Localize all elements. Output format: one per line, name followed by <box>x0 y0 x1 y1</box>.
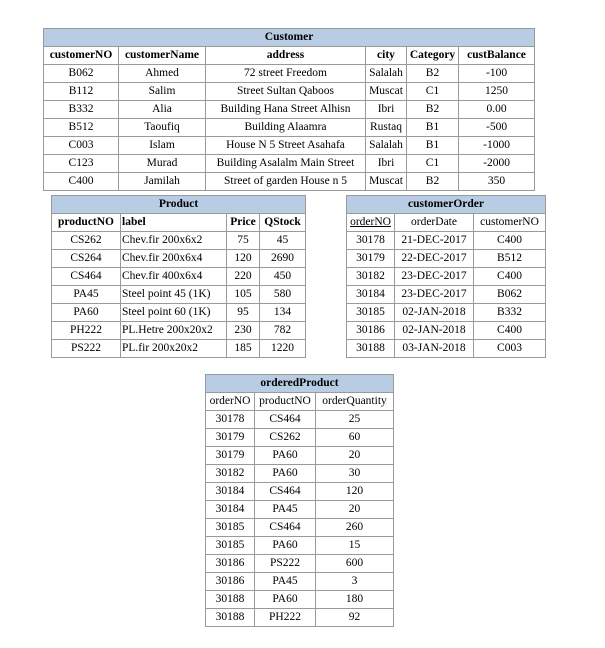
customer-order-table <box>346 195 546 358</box>
table-cell: 30178 <box>347 232 395 250</box>
table-cell: B512 <box>474 250 546 268</box>
table-cell: 21-DEC-2017 <box>395 232 474 250</box>
table-cell: PA45 <box>255 573 316 591</box>
column-header: orderNO <box>206 393 255 411</box>
table-cell: 72 street Freedom <box>206 65 366 83</box>
table-cell: 30185 <box>206 537 255 555</box>
table-cell: 120 <box>316 483 394 501</box>
table-cell: 30185 <box>347 304 395 322</box>
table-cell: 782 <box>260 322 306 340</box>
table-cell: 30188 <box>206 591 255 609</box>
table-cell: Salalah <box>366 65 407 83</box>
table-cell: Taoufiq <box>119 119 206 137</box>
table-cell: CS264 <box>52 250 121 268</box>
table-row <box>52 304 306 322</box>
table-row <box>206 411 394 429</box>
table-cell: Street Sultan Qaboos <box>206 83 366 101</box>
table-cell: PS222 <box>255 555 316 573</box>
ordered-product-rows <box>206 411 394 627</box>
table-cell: 580 <box>260 286 306 304</box>
table-cell: Steel point 60 (1K) <box>121 304 227 322</box>
customer-table-title: Customer <box>44 29 535 47</box>
table-cell: 75 <box>227 232 260 250</box>
table-cell: 30179 <box>206 429 255 447</box>
table-cell: PA60 <box>52 304 121 322</box>
table-cell: 30178 <box>206 411 255 429</box>
table-cell: 600 <box>316 555 394 573</box>
column-header: city <box>366 47 407 65</box>
table-cell: CS262 <box>52 232 121 250</box>
table-cell: PA45 <box>52 286 121 304</box>
table-cell: Ahmed <box>119 65 206 83</box>
table-cell: 20 <box>316 501 394 519</box>
table-row <box>44 173 535 191</box>
table-cell: 95 <box>227 304 260 322</box>
table-cell: C1 <box>407 155 459 173</box>
customer-order-table-title: customerOrder <box>347 196 546 214</box>
table-cell: 30179 <box>206 447 255 465</box>
table-cell: 30188 <box>206 609 255 627</box>
table-cell: CS464 <box>255 483 316 501</box>
table-cell: B1 <box>407 119 459 137</box>
table-cell: B332 <box>474 304 546 322</box>
table-cell: Street of garden House n 5 <box>206 173 366 191</box>
table-cell: Salim <box>119 83 206 101</box>
column-header: label <box>121 214 227 232</box>
table-cell: Building Asalalm Main Street <box>206 155 366 173</box>
table-cell: B2 <box>407 173 459 191</box>
table-row <box>206 465 394 483</box>
table-cell: 03-JAN-2018 <box>395 340 474 358</box>
table-cell: B112 <box>44 83 119 101</box>
table-cell: C1 <box>407 83 459 101</box>
column-header: QStock <box>260 214 306 232</box>
table-row <box>44 101 535 119</box>
table-cell: 1250 <box>459 83 535 101</box>
table-cell: 23-DEC-2017 <box>395 268 474 286</box>
table-cell: PL.Hetre 200x20x2 <box>121 322 227 340</box>
table-row <box>206 573 394 591</box>
table-cell: PA60 <box>255 537 316 555</box>
table-cell: 45 <box>260 232 306 250</box>
table-cell: 02-JAN-2018 <box>395 322 474 340</box>
table-cell: 02-JAN-2018 <box>395 304 474 322</box>
column-header: orderDate <box>395 214 474 232</box>
column-header: orderQuantity <box>316 393 394 411</box>
table-cell: CS464 <box>255 519 316 537</box>
table-cell: 134 <box>260 304 306 322</box>
column-header: custBalance <box>459 47 535 65</box>
table-cell: 120 <box>227 250 260 268</box>
table-cell: 185 <box>227 340 260 358</box>
table-cell: Building Alaamra <box>206 119 366 137</box>
customer-order-rows <box>347 232 546 358</box>
table-cell: Jamilah <box>119 173 206 191</box>
table-row <box>206 537 394 555</box>
table-cell: 220 <box>227 268 260 286</box>
table-cell: 30188 <box>347 340 395 358</box>
table-cell: PH222 <box>52 322 121 340</box>
table-cell: 260 <box>316 519 394 537</box>
table-cell: 350 <box>459 173 535 191</box>
table-row <box>347 304 546 322</box>
ordered-product-table <box>205 374 394 627</box>
table-cell: CS464 <box>52 268 121 286</box>
table-cell: 15 <box>316 537 394 555</box>
table-cell: 22-DEC-2017 <box>395 250 474 268</box>
table-cell: 30182 <box>206 465 255 483</box>
table-cell: C003 <box>44 137 119 155</box>
table-cell: 30179 <box>347 250 395 268</box>
ordered-product-table-title: orderedProduct <box>206 375 394 393</box>
table-cell: 30184 <box>206 501 255 519</box>
table-row <box>206 555 394 573</box>
table-cell: 30 <box>316 465 394 483</box>
table-row <box>52 286 306 304</box>
customer-rows <box>44 65 535 191</box>
table-cell: 30182 <box>347 268 395 286</box>
table-cell: Steel point 45 (1K) <box>121 286 227 304</box>
table-cell: 0.00 <box>459 101 535 119</box>
table-row <box>347 286 546 304</box>
table-row <box>52 322 306 340</box>
table-row <box>44 83 535 101</box>
table-cell: Salalah <box>366 137 407 155</box>
column-header: address <box>206 47 366 65</box>
table-row <box>52 268 306 286</box>
column-header: Price <box>227 214 260 232</box>
table-cell: B1 <box>407 137 459 155</box>
column-header: customerNO <box>474 214 546 232</box>
table-cell: Ibri <box>366 101 407 119</box>
table-cell: B2 <box>407 65 459 83</box>
table-cell: Islam <box>119 137 206 155</box>
table-cell: Muscat <box>366 173 407 191</box>
table-row <box>44 65 535 83</box>
table-cell: 3 <box>316 573 394 591</box>
table-row <box>44 155 535 173</box>
table-cell: Chev.fir 400x6x4 <box>121 268 227 286</box>
table-row <box>52 340 306 358</box>
table-cell: PA60 <box>255 591 316 609</box>
product-table <box>51 195 306 358</box>
table-cell: C400 <box>44 173 119 191</box>
table-row <box>44 137 535 155</box>
table-cell: C003 <box>474 340 546 358</box>
product-table-title: Product <box>52 196 306 214</box>
table-cell: -500 <box>459 119 535 137</box>
table-cell: House N 5 Street Asahafa <box>206 137 366 155</box>
table-cell: B062 <box>44 65 119 83</box>
table-cell: 2690 <box>260 250 306 268</box>
table-row <box>206 447 394 465</box>
table-cell: -2000 <box>459 155 535 173</box>
table-cell: 1220 <box>260 340 306 358</box>
column-header: customerName <box>119 47 206 65</box>
table-row <box>44 119 535 137</box>
table-cell: PA60 <box>255 465 316 483</box>
table-cell: Rustaq <box>366 119 407 137</box>
table-cell: C400 <box>474 322 546 340</box>
table-cell: Building Hana Street Alhisn <box>206 101 366 119</box>
table-row <box>347 322 546 340</box>
table-cell: Murad <box>119 155 206 173</box>
table-cell: Ibri <box>366 155 407 173</box>
column-header: orderNO <box>347 214 395 232</box>
table-row <box>347 250 546 268</box>
table-row <box>347 268 546 286</box>
table-cell: PS222 <box>52 340 121 358</box>
table-row <box>206 591 394 609</box>
table-row <box>206 429 394 447</box>
table-cell: Muscat <box>366 83 407 101</box>
table-cell: 30184 <box>206 483 255 501</box>
table-cell: Chev.fir 200x6x4 <box>121 250 227 268</box>
table-row <box>347 232 546 250</box>
table-row <box>206 483 394 501</box>
table-cell: 105 <box>227 286 260 304</box>
table-cell: 180 <box>316 591 394 609</box>
table-cell: 60 <box>316 429 394 447</box>
column-header: productNO <box>52 214 121 232</box>
table-cell: 230 <box>227 322 260 340</box>
table-cell: 30186 <box>347 322 395 340</box>
table-cell: C400 <box>474 268 546 286</box>
table-cell: 25 <box>316 411 394 429</box>
product-rows <box>52 232 306 358</box>
table-row <box>206 501 394 519</box>
table-cell: C123 <box>44 155 119 173</box>
table-row <box>347 340 546 358</box>
table-cell: 23-DEC-2017 <box>395 286 474 304</box>
column-header: customerNO <box>44 47 119 65</box>
column-header: Category <box>407 47 459 65</box>
table-cell: Chev.fir 200x6x2 <box>121 232 227 250</box>
table-cell: PH222 <box>255 609 316 627</box>
table-row <box>52 250 306 268</box>
table-cell: PA60 <box>255 447 316 465</box>
table-cell: CS464 <box>255 411 316 429</box>
table-row <box>206 519 394 537</box>
customer-table <box>43 28 535 191</box>
table-cell: PA45 <box>255 501 316 519</box>
table-cell: 450 <box>260 268 306 286</box>
table-row <box>206 609 394 627</box>
table-cell: PL.fir 200x20x2 <box>121 340 227 358</box>
table-cell: C400 <box>474 232 546 250</box>
table-cell: -100 <box>459 65 535 83</box>
table-cell: -1000 <box>459 137 535 155</box>
table-cell: 30186 <box>206 555 255 573</box>
table-cell: B2 <box>407 101 459 119</box>
table-cell: 92 <box>316 609 394 627</box>
column-header: productNO <box>255 393 316 411</box>
table-cell: 20 <box>316 447 394 465</box>
table-cell: B332 <box>44 101 119 119</box>
table-cell: B512 <box>44 119 119 137</box>
table-row <box>52 232 306 250</box>
table-cell: B062 <box>474 286 546 304</box>
table-cell: CS262 <box>255 429 316 447</box>
table-cell: 30184 <box>347 286 395 304</box>
table-cell: Alia <box>119 101 206 119</box>
table-cell: 30186 <box>206 573 255 591</box>
table-cell: 30185 <box>206 519 255 537</box>
